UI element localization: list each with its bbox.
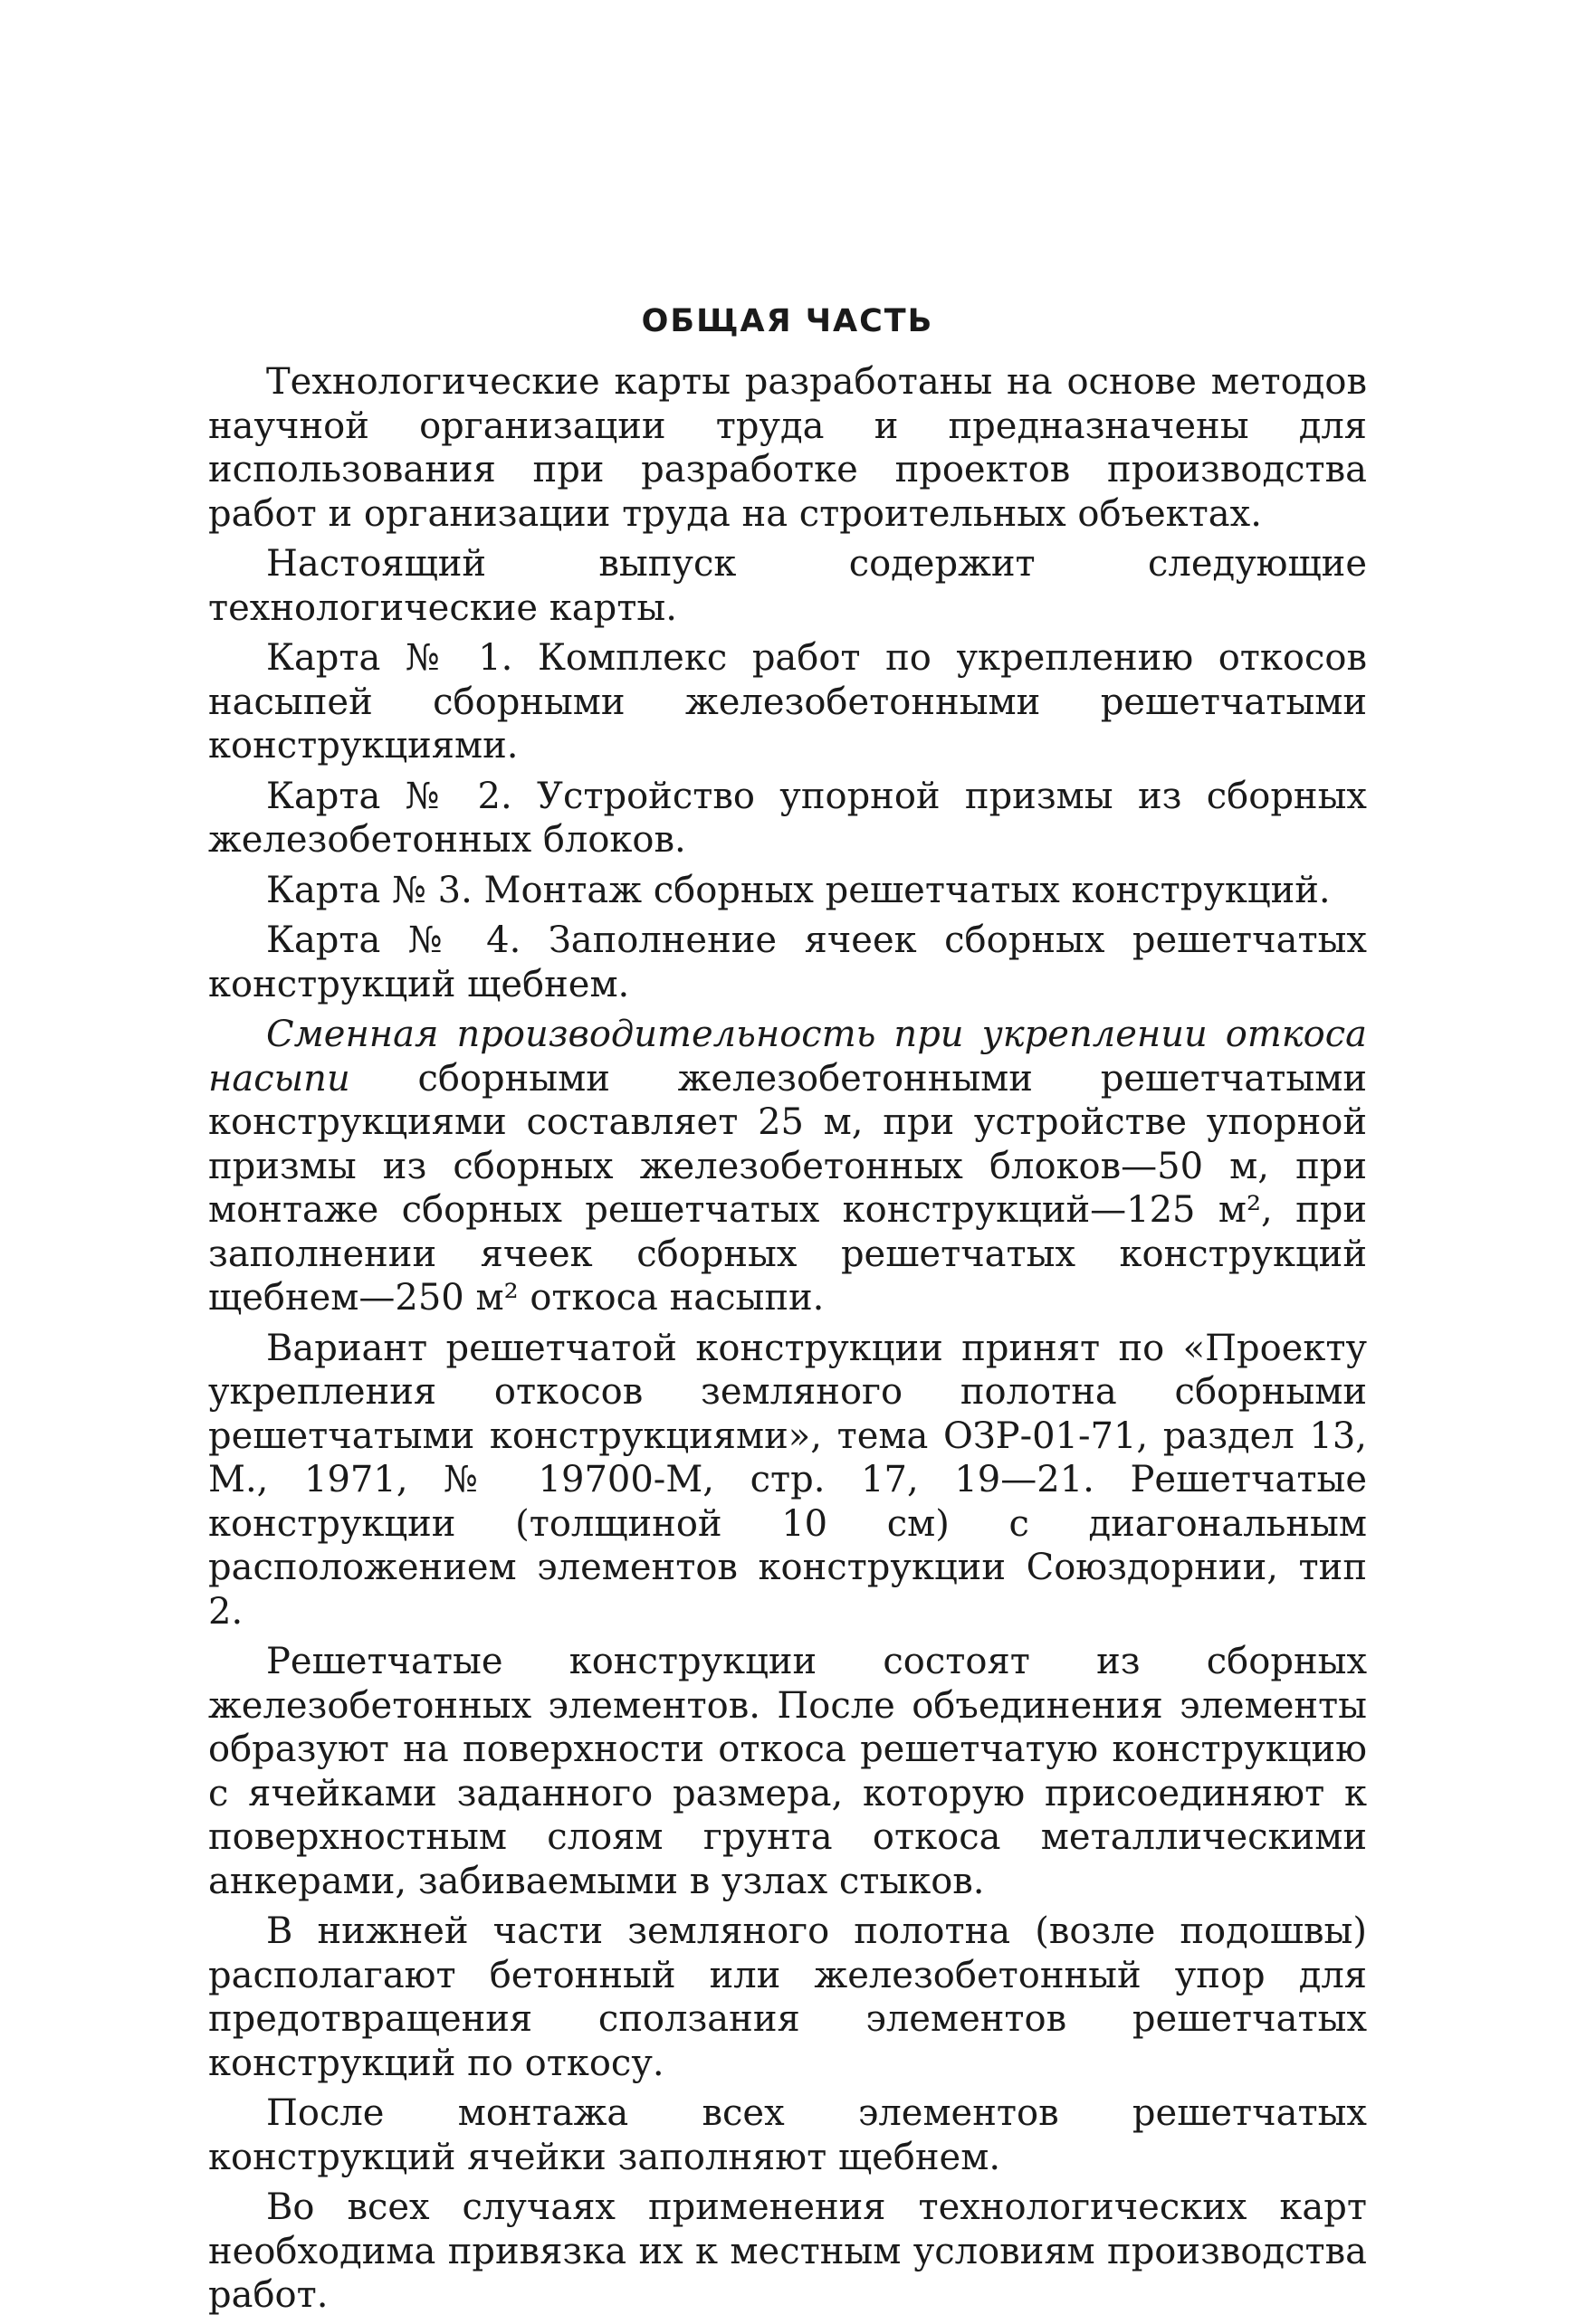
paragraph-card-2: Карта № 2. Устройство упорной призмы из сборных железобетонных блоков. <box>208 775 1367 861</box>
document-page <box>208 299 1367 2324</box>
page-title: ОБЩАЯ ЧАСТЬ <box>641 303 934 339</box>
paragraph-card-1: Карта № 1. Комплекс работ по укреплению откосов насыпей сборными железобетонными решетчатыми конструкциями. <box>208 637 1367 767</box>
paragraph-card-3: Карта № 3. Монтаж сборных решетчатых конструкций. <box>266 869 1331 911</box>
paragraph-structure: Решетчатые конструкции состоят из сборных железобетонных элементов. После объединения элементы образуют на поверхности откоса решетчатую конструкцию с ячейками заданного размера, которую присоединяют к поверхностным слоям грунта откоса металлическими анкерами, забиваемыми в узлах стыков. <box>208 1641 1367 1902</box>
productivity-text: сборными железобетонными решетчатыми конструкциями составляет 25 м, при устройстве упорной призмы из сборных железобетонных блоков—50 м, при монтаже сборных решетчатых конструкций—125 м², при заполнении ячеек сборных решетчатых конструкций щебнем—250 м² откоса насыпи. <box>208 1057 1367 1319</box>
paragraph-intro: Технологические карты разработаны на основе методов научной организации труда и предназначены для использования при разработке проектов производства работ и организации труда на строительных объектах. <box>208 361 1367 535</box>
paragraph-card-4: Карта № 4. Заполнение ячеек сборных решетчатых конструкций щебнем. <box>208 919 1367 1005</box>
paragraph-variant: Вариант решетчатой конструкции принят по «Проекту укрепления откосов земляного полотна сборными решетчатыми конструкциями», тема ОЗР-01-71, раздел 13, М., 1971, № 19700-М, стр. 17, 19—21. Решетчатые конструкции (толщиной 10 см) с диагональным расположением элементов конструкции Союздорнии, тип 2. <box>208 1327 1367 1633</box>
paragraph-issue-contents: Настоящий выпуск содержит следующие технологические карты. <box>208 543 1367 629</box>
productivity-italic-lead: Сменная производительность при укреплении откоса насыпи <box>208 1014 1367 1100</box>
paragraph-productivity <box>208 1013 1367 1320</box>
paragraph-support: В нижней части земляного полотна (возле подошвы) располагают бетонный или железобетонный упор для предотвращения сползания элементов решетчатых конструкций по откосу. <box>208 1910 1367 2084</box>
paragraph-filling: После монтажа всех элементов решетчатых конструкций ячейки заполняют щебнем. <box>208 2092 1367 2178</box>
paragraph-binding: Во всех случаях применения технологических карт необходима привязка их к местным условиям производства работ. <box>208 2186 1367 2316</box>
